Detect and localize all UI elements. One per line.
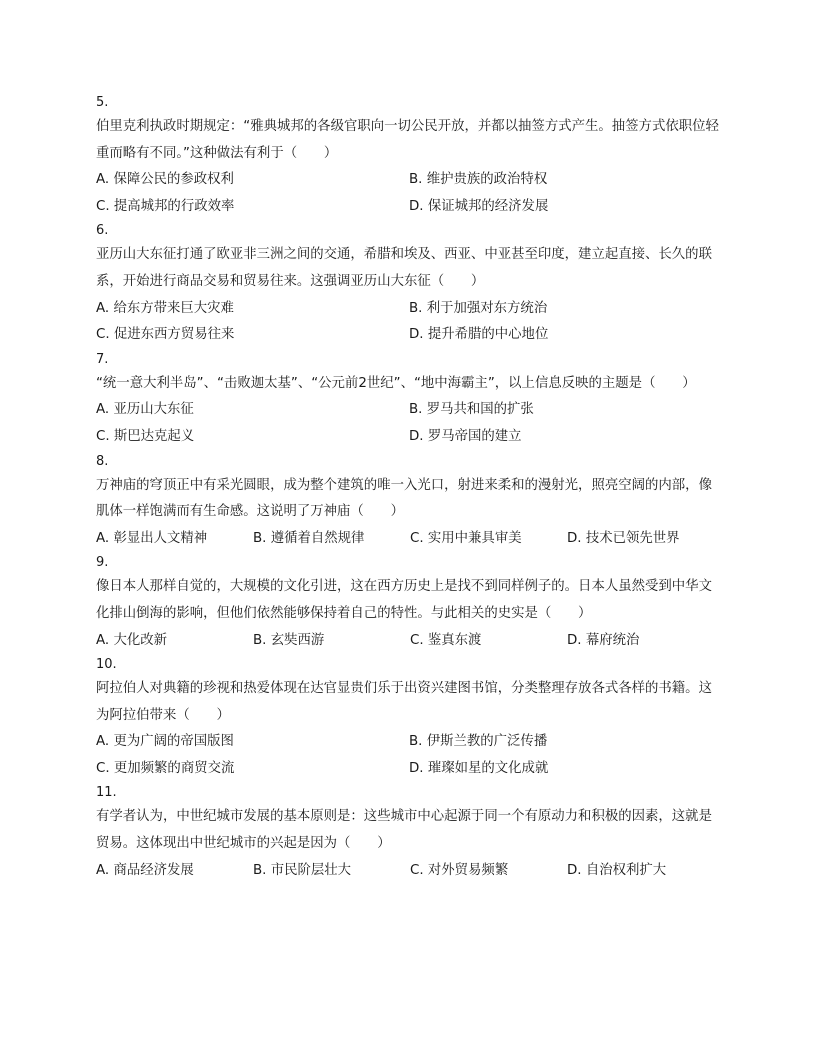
question-number: 6.: [96, 223, 109, 239]
answer-options: [96, 858, 724, 885]
answer-option-a: A. 给东方带来巨大灾难: [96, 300, 234, 316]
question-10: [96, 654, 724, 782]
answer-option-d: D. 罗马帝国的建立: [409, 428, 522, 444]
question-7: [96, 349, 724, 451]
answer-option-a: A. 商品经济发展: [96, 862, 194, 878]
answer-option-a: A. 亚历山大东征: [96, 402, 194, 418]
question-stem: “统一意大利半岛”、“击败迦太基”、“公元前2世纪”、“地中海霸主”，以上信息反映的主题是（ ）: [96, 375, 696, 391]
question-stem: 伯里克利执政时期规定：“雅典城邦的各级官职向一切公民开放，并都以抽签方式产生。抽签方式依职位轻重而略有不同。”这种做法有利于（ ）: [96, 119, 719, 161]
answer-option-a: A. 大化改新: [96, 632, 167, 648]
answer-option-c: C. 提高城邦的行政效率: [96, 198, 235, 214]
answer-option-d: D. 幕府统治: [567, 632, 640, 648]
question-8: [96, 451, 724, 553]
question-number: 8.: [96, 453, 109, 469]
answer-option-a: A. 更为广阔的帝国版图: [96, 734, 234, 750]
answer-options: [96, 526, 724, 553]
question-stem: 阿拉伯人对典籍的珍视和热爱体现在达官显贵们乐于出资兴建图书馆，分类整理存放各式各样的书籍。这为阿拉伯带来（ ）: [96, 681, 712, 723]
question-number: 5.: [96, 95, 109, 110]
answer-option-b: B. 伊斯兰教的广泛传播: [409, 734, 548, 750]
answer-option-b: B. 遵循着自然规律: [253, 530, 365, 546]
answer-option-d: D. 技术已领先世界: [567, 530, 680, 546]
question-11: [96, 782, 724, 884]
question-6: [96, 220, 724, 348]
question-stem: 万神庙的穹顶正中有采光圆眼，成为整个建筑的唯一入光口，射进来柔和的漫射光，照亮空阔的内部，像肌体一样饱满而有生命感。这说明了万神庙（ ）: [96, 477, 712, 520]
answer-options: [96, 296, 724, 349]
question-number: 10.: [96, 657, 117, 673]
answer-option-b: B. 市民阶层壮大: [253, 862, 352, 878]
answer-option-a: A. 保障公民的参政权利: [96, 172, 234, 188]
answer-option-c: C. 鉴真东渡: [410, 632, 482, 648]
answer-options: [96, 628, 724, 655]
answer-option-a: A. 彰显出人文精神: [96, 530, 208, 546]
answer-option-c: C. 更加频繁的商贸交流: [96, 760, 235, 776]
answer-options: [96, 167, 724, 220]
question-stem: 亚历山大东征打通了欧亚非三洲之间的交通，希腊和埃及、西亚、中亚甚至印度，建立起直接、长久的联系，开始进行商品交易和贸易往来。这强调亚历山大东征（ ）: [96, 247, 712, 289]
question-number: 11.: [96, 785, 117, 801]
answer-option-b: B. 利于加强对东方统治: [409, 300, 548, 316]
answer-option-c: C. 实用中兼具审美: [410, 530, 522, 546]
question-number: 7.: [96, 351, 109, 367]
question-9: [96, 552, 724, 654]
answer-option-b: B. 维护贵族的政治特权: [409, 172, 548, 188]
answer-options: [96, 397, 724, 450]
answer-options: [96, 729, 724, 782]
answer-option-c: C. 斯巴达克起义: [96, 428, 195, 444]
answer-option-d: D. 自治权利扩大: [567, 862, 667, 878]
question-stem: 像日本人那样自觉的，大规模的文化引进，这在西方历史上是找不到同样例子的。日本人虽然受到中华文化排山倒海的影响，但他们依然能够保持着自己的特性。与此相关的史实是（ ）: [96, 579, 712, 621]
answer-option-d: D. 璀璨如星的文化成就: [409, 760, 549, 776]
answer-option-d: D. 保证城邦的经济发展: [409, 198, 549, 214]
answer-option-d: D. 提升希腊的中心地位: [409, 327, 549, 343]
question-number: 9.: [96, 555, 109, 571]
answer-option-c: C. 促进东西方贸易往来: [96, 327, 235, 343]
question-5: [96, 92, 724, 220]
answer-option-b: B. 罗马共和国的扩张: [409, 402, 534, 418]
question-list: [96, 92, 724, 884]
answer-option-c: C. 对外贸易频繁: [410, 862, 509, 878]
question-stem: 有学者认为，中世纪城市发展的基本原则是：这些城市中心起源于同一个有原动力和积极的因素，这就是贸易。这体现出中世纪城市的兴起是因为（ ）: [96, 809, 712, 852]
answer-option-b: B. 玄奘西游: [253, 632, 325, 648]
